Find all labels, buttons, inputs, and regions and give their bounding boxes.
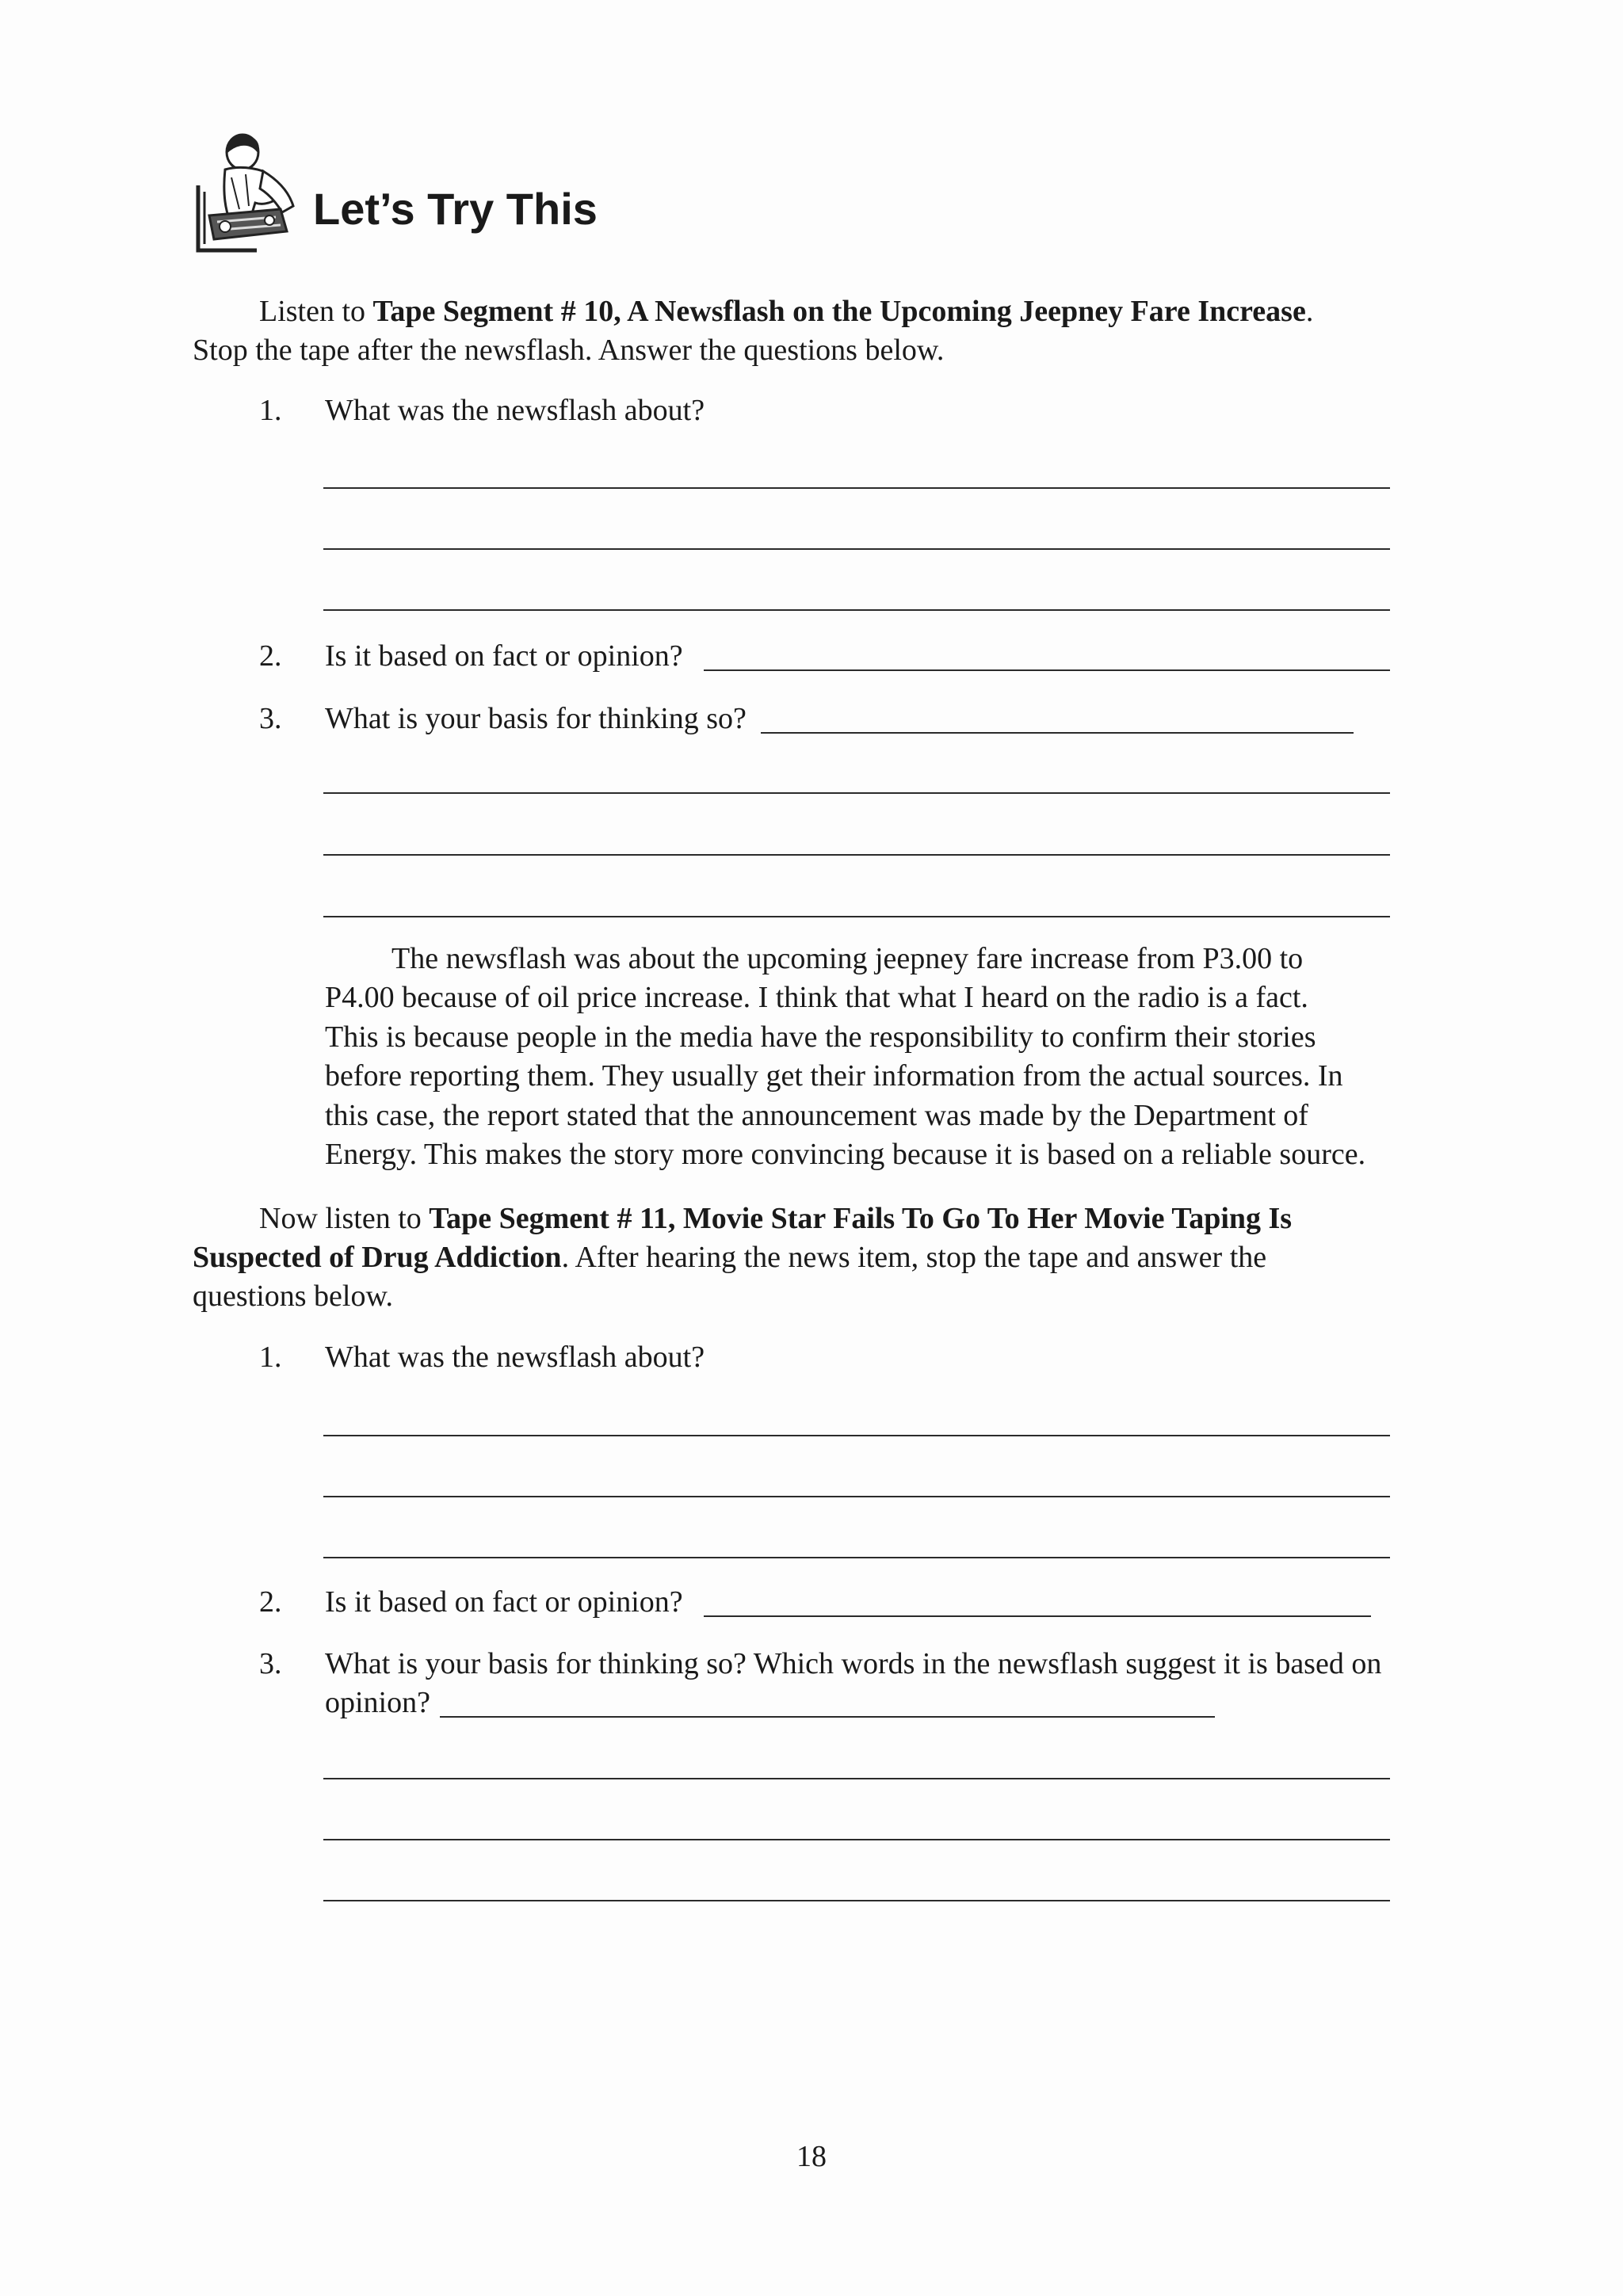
answer-line[interactable] [323, 1496, 1390, 1497]
page-number: 18 [796, 2140, 827, 2173]
question-number: 2. [259, 1585, 282, 1619]
person-working-icon [193, 130, 303, 255]
question-text: What was the newsflash about? [325, 1341, 705, 1374]
question-number: 1. [259, 394, 282, 427]
answer-line[interactable] [323, 1900, 1390, 1901]
tape-segment-title: Tape Segment # 10, A Newsflash on the Upcoming Jeepney Fare Increase [372, 295, 1306, 328]
answer-line[interactable] [323, 548, 1390, 550]
answer-line[interactable] [323, 916, 1390, 917]
answer-line-text: Energy. This makes the story more convincing because it is based on a reliable source. [325, 1138, 1366, 1172]
section2-intro-line2 [193, 1238, 1266, 1276]
question-text: Is it based on fact or opinion? [325, 639, 683, 673]
answer-line[interactable] [761, 732, 1354, 734]
question-number: 2. [259, 639, 282, 673]
question-text: What is your basis for thinking so? [325, 702, 747, 735]
answer-line[interactable] [440, 1716, 1215, 1718]
intro-suffix: . After hearing the news item, stop the tape and answer the [561, 1241, 1267, 1274]
answer-line[interactable] [323, 609, 1390, 611]
intro-prefix: Listen to [259, 295, 373, 328]
question-text-cont: opinion? [325, 1686, 430, 1719]
intro-prefix: Now listen to [259, 1202, 430, 1235]
answer-line[interactable] [323, 1839, 1390, 1840]
section2-intro-line3: questions below. [193, 1280, 393, 1313]
intro-suffix: . [1305, 295, 1314, 328]
answer-line-text: The newsflash was about the upcoming jeepney fare increase from P3.00 to [391, 942, 1304, 975]
section2-intro [259, 1199, 1292, 1238]
answer-line[interactable] [323, 487, 1390, 489]
answer-line-text: before reporting them. They usually get their information from the actual sources. In [325, 1059, 1343, 1093]
question-number: 3. [259, 1647, 282, 1680]
question-text: What was the newsflash about? [325, 394, 705, 427]
question-number: 3. [259, 702, 282, 735]
tape-segment-title: Tape Segment # 11, Movie Star Fails To Go To Her Movie Taping Is [429, 1202, 1293, 1235]
question-text: Is it based on fact or opinion? [325, 1585, 683, 1619]
tape-segment-title-cont: Suspected of Drug Addiction [193, 1241, 562, 1274]
answer-line[interactable] [323, 1435, 1390, 1436]
answer-line[interactable] [323, 1557, 1390, 1558]
answer-line[interactable] [323, 854, 1390, 856]
sample-answer [325, 940, 1387, 1174]
answer-line[interactable] [704, 669, 1390, 671]
answer-line-text: P4.00 because of oil price increase. I think that what I heard on the radio is a fact. [325, 981, 1308, 1015]
section1-intro [259, 292, 1313, 330]
answer-line[interactable] [323, 1778, 1390, 1779]
answer-line[interactable] [704, 1615, 1371, 1617]
answer-line[interactable] [323, 792, 1390, 794]
question-text: What is your basis for thinking so? Which words in the newsflash suggest it is based on [325, 1647, 1382, 1680]
question-number: 1. [259, 1341, 282, 1374]
answer-line-text: This is because people in the media have the responsibility to confirm their stories [325, 1020, 1316, 1054]
section1-intro-line2: Stop the tape after the newsflash. Answer the questions below. [193, 334, 945, 367]
answer-line-text: this case, the report stated that the announcement was made by the Department of [325, 1098, 1308, 1132]
section-heading: Let’s Try This [313, 184, 598, 234]
